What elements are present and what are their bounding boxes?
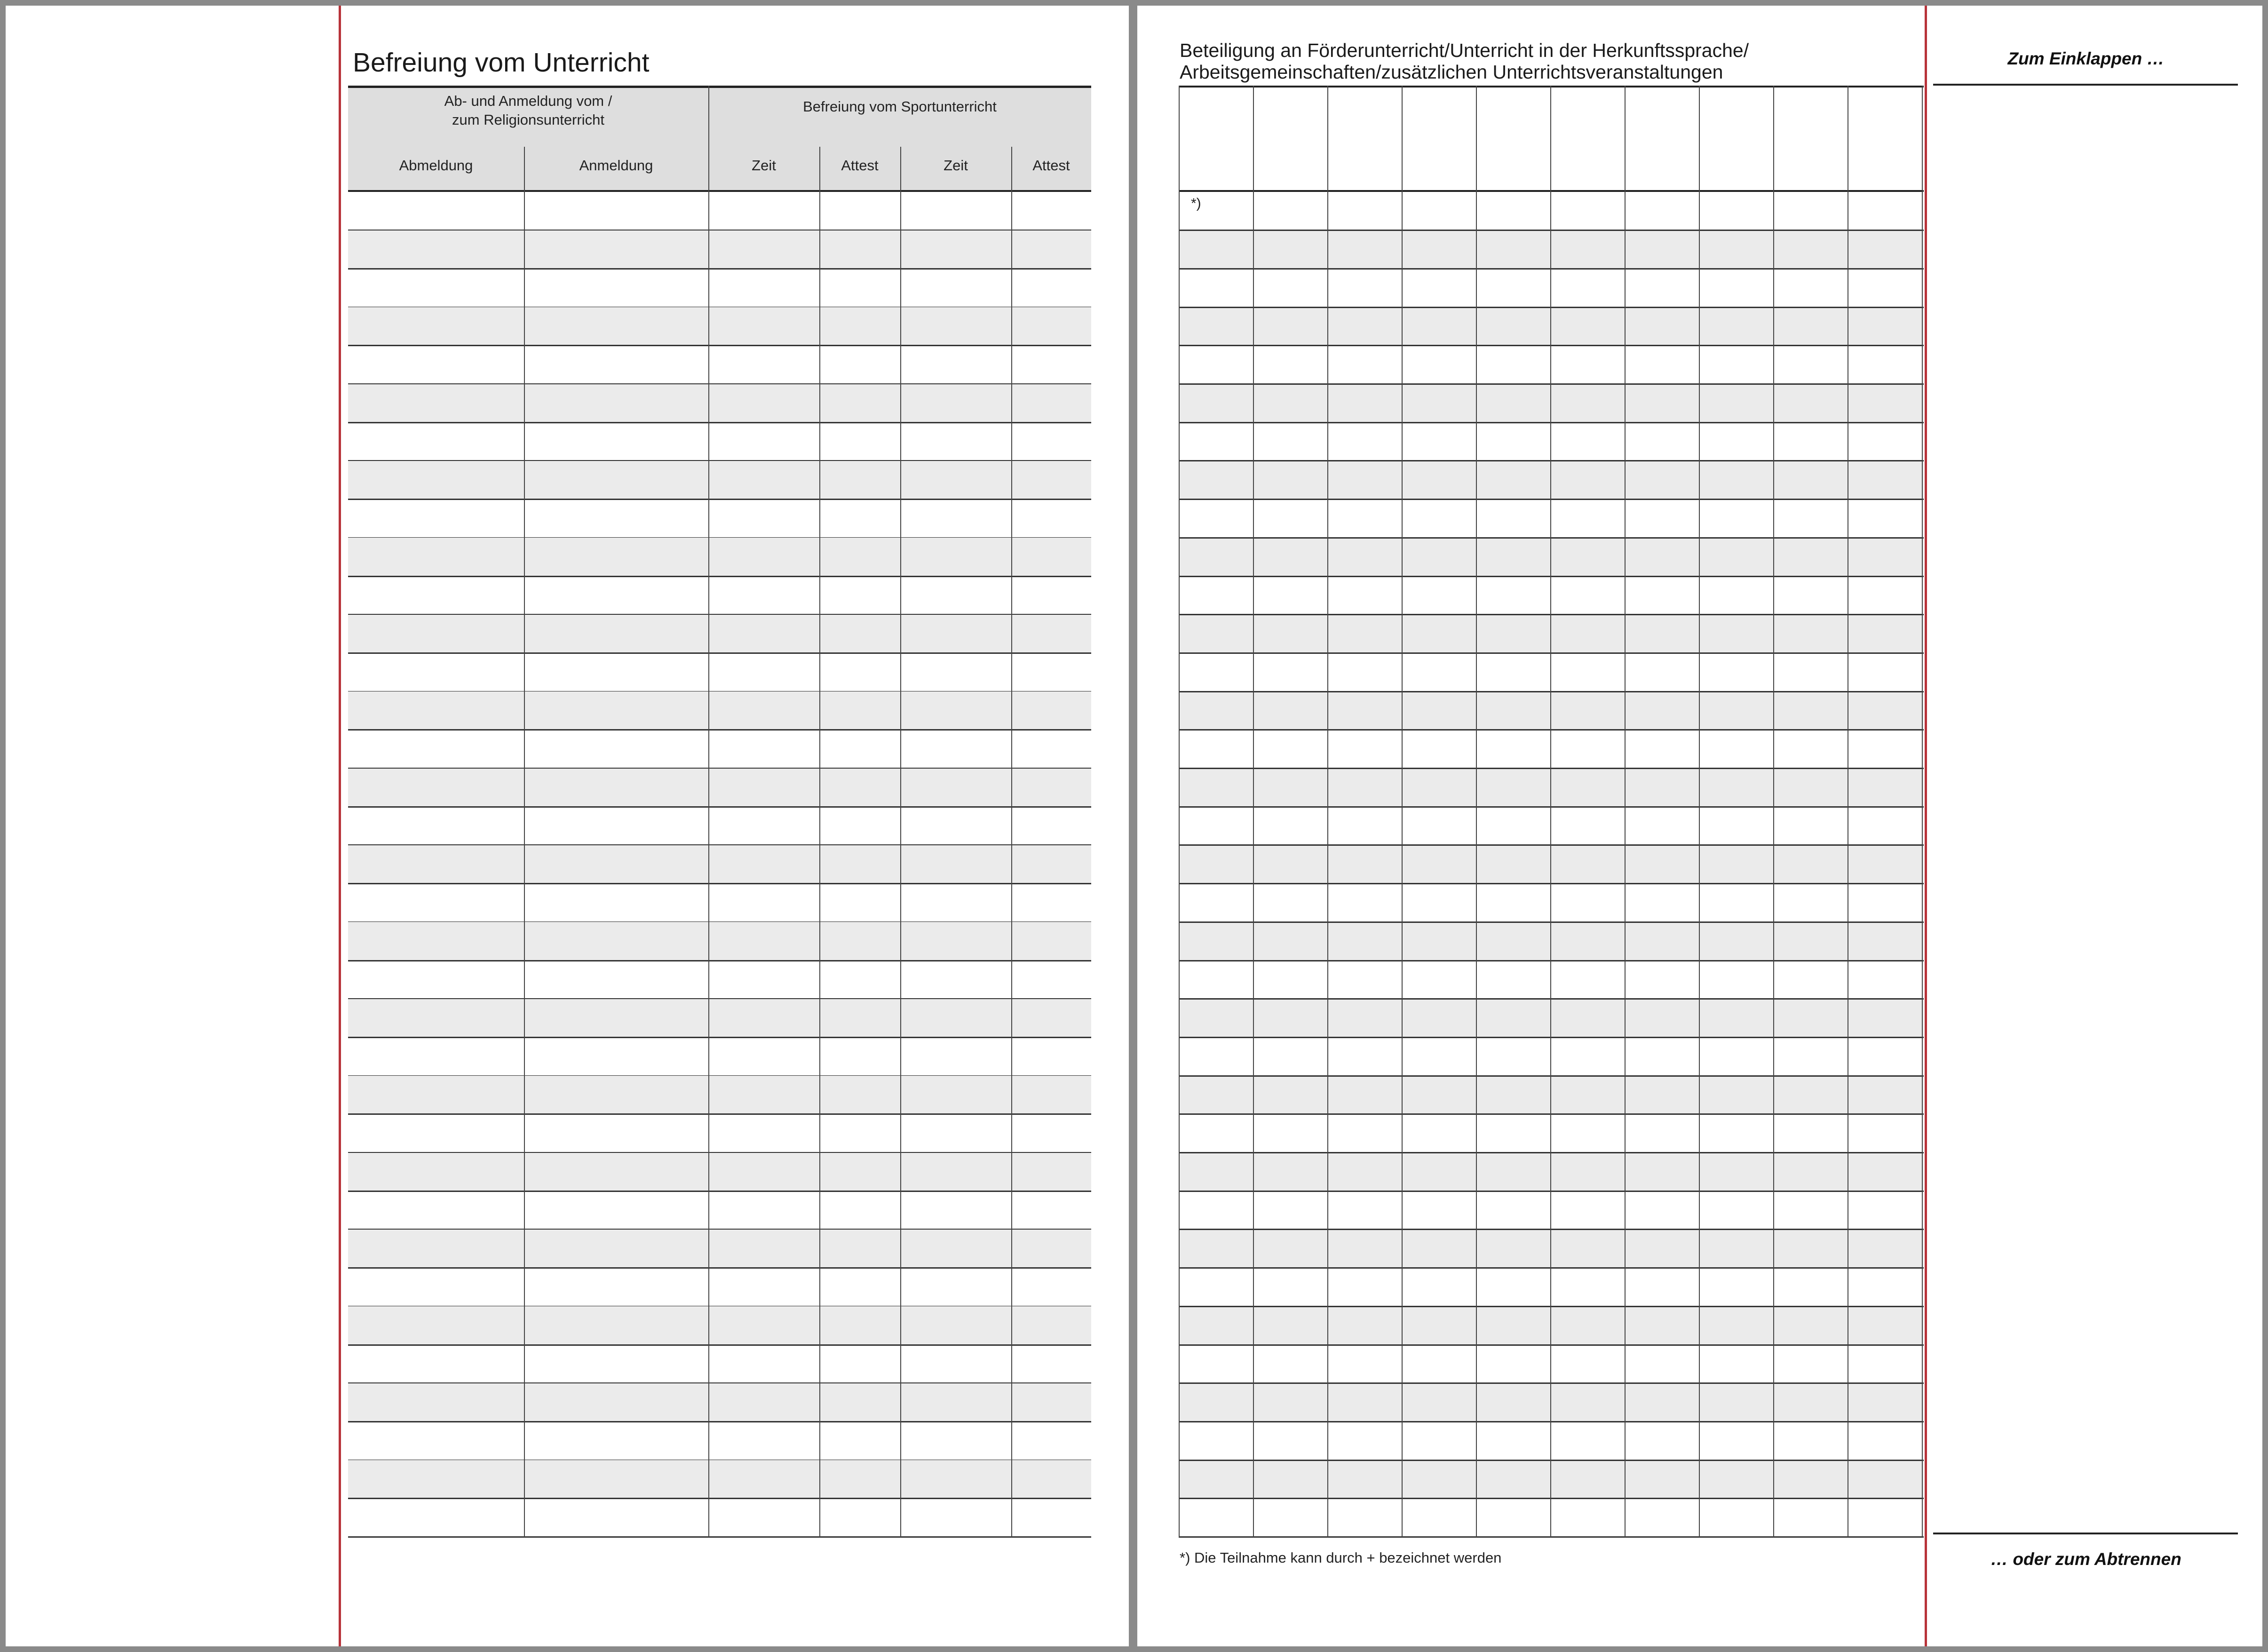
table-column-rule [524, 147, 525, 1537]
grid-row-rule [1179, 691, 1924, 692]
table-row-rule [348, 1191, 1091, 1192]
grid-row-rule [1179, 1460, 1924, 1461]
table-row-rule [348, 345, 1091, 346]
grid-row-rule [1179, 998, 1924, 1000]
grid-column-rule [1773, 86, 1774, 1537]
grid-row-rule [1179, 576, 1924, 577]
grid-row-stripe [1179, 1076, 1924, 1114]
table-row-rule [348, 1113, 1091, 1115]
grid-row-rule [1179, 652, 1924, 654]
grid-row-rule [1179, 729, 1924, 731]
grid-column-rule [1402, 86, 1403, 1537]
grid-row-rule [1179, 806, 1924, 808]
exemption-table [348, 86, 1091, 1544]
grid-row-rule [1179, 268, 1924, 270]
header-rule [1179, 190, 1924, 192]
table-row-stripe [348, 384, 1091, 423]
grid-row-rule [1179, 1382, 1924, 1384]
table-row-stripe [348, 769, 1091, 807]
grid-row-stripe [1179, 384, 1924, 423]
grid-row-rule [1179, 844, 1924, 846]
grid-row-rule [1179, 1421, 1924, 1422]
religion-header-line-1: Ab- und Anmeldung vom / [444, 93, 612, 109]
table-row-rule [348, 1498, 1091, 1499]
header-rule [348, 190, 1091, 192]
religion-header-line-2: zum Religionsunterricht [452, 111, 604, 128]
fold-line-left [339, 6, 341, 1646]
fold-label: Zum Einklappen … [2007, 49, 2165, 68]
grid-column-rule [1699, 86, 1700, 1537]
table-row-rule [348, 422, 1091, 423]
grid-row-rule [1179, 1075, 1924, 1077]
grid-row-rule [1179, 921, 1924, 923]
grid-row-rule [1179, 883, 1924, 884]
participation-title-line-1: Beteiligung an Förderunterricht/Unterricht in der Herkunftssprache/ [1180, 40, 1749, 61]
table-row-stripe [348, 230, 1091, 269]
left-page [6, 6, 1129, 1646]
table-column-rule [900, 147, 901, 1537]
grid-row-stripe [1179, 615, 1924, 653]
right-page [1137, 6, 2262, 1646]
table-row-rule [348, 1037, 1091, 1038]
table-row-stripe [348, 1076, 1091, 1114]
grid-row-rule [1179, 960, 1924, 961]
page-title: Befreiung vom Unterricht [353, 48, 650, 78]
table-row-rule [348, 960, 1091, 961]
grid-row-rule [1179, 1037, 1924, 1038]
grid-column-rule [1550, 86, 1551, 1537]
grid-row-rule [1179, 1536, 1924, 1538]
table-column-rule [819, 147, 820, 1537]
grid-column-rule [1327, 86, 1328, 1537]
table-top-rule [1179, 86, 1924, 87]
grid-row-rule [1179, 1267, 1924, 1269]
table-row-stripe [348, 1153, 1091, 1191]
table-row-stripe [348, 691, 1091, 730]
table-row-stripe [348, 922, 1091, 961]
table-row-stripe [348, 461, 1091, 500]
table-row-rule [348, 1267, 1091, 1269]
detach-label-rule [1933, 1533, 2238, 1534]
grid-row-rule [1179, 499, 1924, 500]
table-row-stripe [348, 1383, 1091, 1422]
grid-row-rule [1179, 537, 1924, 539]
grid-row-rule [1179, 1191, 1924, 1192]
grid-row-stripe [1179, 845, 1924, 884]
grid-row-rule [1179, 1344, 1924, 1346]
grid-row-stripe [1179, 1306, 1924, 1345]
table-row-rule [348, 499, 1091, 500]
grid-row-stripe [1179, 307, 1924, 346]
grid-row-stripe [1179, 538, 1924, 576]
table-row-stripe [348, 538, 1091, 576]
table-row-rule [348, 652, 1091, 654]
sport-group-header: Befreiung vom Sportunterricht [803, 98, 997, 115]
table-row-stripe [348, 845, 1091, 884]
grid-row-stripe [1179, 1383, 1924, 1422]
grid-row-rule [1179, 1152, 1924, 1153]
grid-row-rule [1179, 614, 1924, 615]
grid-row-rule [1179, 768, 1924, 769]
grid-row-stripe [1179, 1460, 1924, 1499]
participation-title [1180, 40, 1749, 83]
grid-row-stripe [1179, 691, 1924, 730]
grid-row-stripe [1179, 999, 1924, 1038]
participation-table [1179, 86, 1924, 1549]
table-row-rule [348, 883, 1091, 884]
table-column-rule [708, 86, 709, 1537]
column-header-attest-1: Attest [841, 157, 879, 174]
grid-row-rule [1179, 1229, 1924, 1230]
grid-row-stripe [1179, 461, 1924, 500]
table-row-rule [348, 1421, 1091, 1422]
grid-row-rule [1179, 1113, 1924, 1115]
table-row-stripe [348, 307, 1091, 346]
grid-row-stripe [1179, 1153, 1924, 1191]
grid-column-rule [1476, 86, 1477, 1537]
grid-row-rule [1179, 230, 1924, 231]
fold-label-rule [1933, 84, 2238, 86]
table-row-rule [348, 1536, 1091, 1538]
grid-row-rule [1179, 460, 1924, 461]
table-row-stripe [348, 1306, 1091, 1345]
grid-row-rule [1179, 1306, 1924, 1307]
grid-row-rule [1179, 422, 1924, 423]
religion-group-header [348, 89, 708, 132]
column-header-attest-2: Attest [1032, 157, 1070, 174]
grid-row-rule [1179, 383, 1924, 385]
table-column-rule [1011, 147, 1012, 1537]
footnote-marker: *) [1191, 196, 1201, 211]
participation-title-line-2: Arbeitsgemeinschaften/zusätzlichen Unterrichtsveranstaltungen [1180, 61, 1723, 83]
grid-column-rule [1253, 86, 1254, 1537]
table-row-rule [348, 729, 1091, 731]
grid-row-rule [1179, 1498, 1924, 1499]
column-header-abmeldung: Abmeldung [399, 157, 473, 174]
column-header-zeit-1: Zeit [752, 157, 776, 174]
table-row-stripe [348, 1230, 1091, 1268]
grid-column-rule [1922, 86, 1923, 1537]
table-row-rule [348, 268, 1091, 270]
grid-row-stripe [1179, 230, 1924, 269]
column-header-anmeldung: Anmeldung [579, 157, 653, 174]
grid-row-rule [1179, 307, 1924, 308]
footnote: *) Die Teilnahme kann durch + bezeichnet werden [1180, 1549, 1502, 1566]
grid-column-rule [1625, 86, 1626, 1537]
grid-row-stripe [1179, 769, 1924, 807]
table-row-rule [348, 576, 1091, 577]
detach-label: … oder zum Abtrennen [1990, 1549, 2181, 1569]
fold-line-right [1925, 6, 1927, 1646]
grid-row-stripe [1179, 922, 1924, 961]
grid-row-stripe [1179, 1230, 1924, 1268]
table-row-stripe [348, 1460, 1091, 1499]
table-row-stripe [348, 999, 1091, 1038]
column-header-zeit-2: Zeit [944, 157, 968, 174]
grid-column-rule [1179, 86, 1180, 1537]
table-row-stripe [348, 615, 1091, 653]
table-row-rule [348, 806, 1091, 808]
grid-row-rule [1179, 345, 1924, 346]
table-row-rule [348, 1344, 1091, 1346]
